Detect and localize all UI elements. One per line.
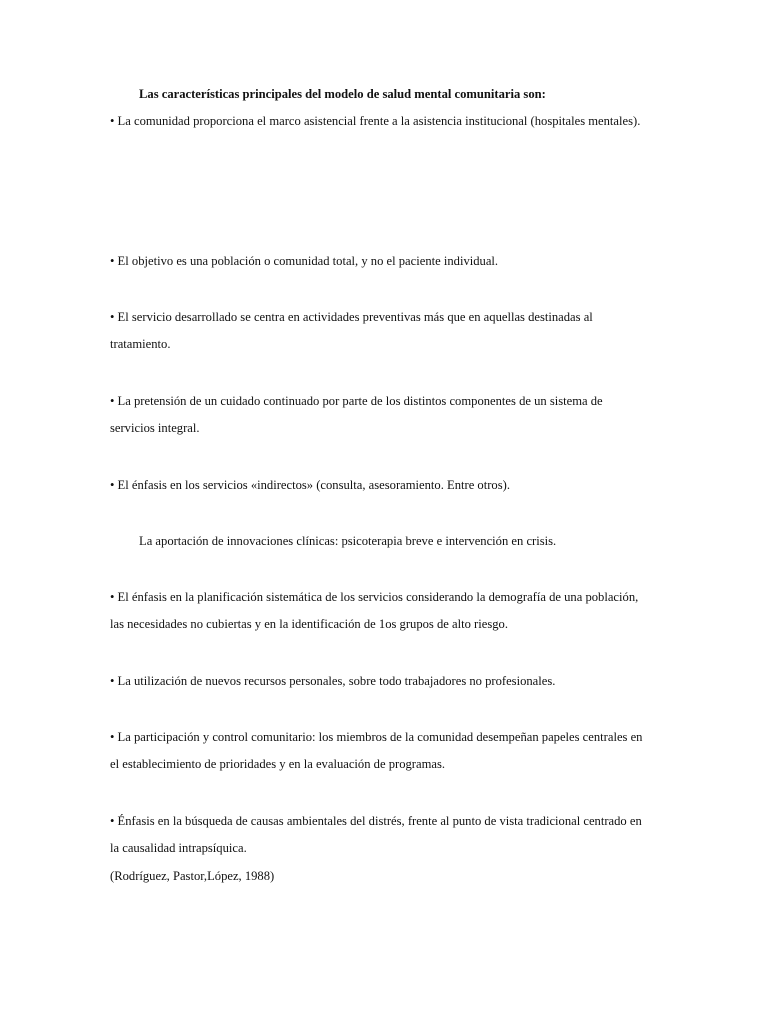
list-item-indirect-services: • El énfasis en los servicios «indirectos» (consulta, asesoramiento. Entre otros). (110, 478, 510, 492)
document-heading: Las características principales del modelo de salud mental comunitaria son: (139, 87, 546, 101)
list-item-systematic-planning: • El énfasis en la planificación sistemática de los servicios considerando la demografía de una población, (110, 590, 639, 604)
list-item-environmental-causes: • Énfasis en la búsqueda de causas ambientales del distrés, frente al punto de vista tradicional centrado en (110, 814, 642, 828)
list-item-new-resources: • La utilización de nuevos recursos personales, sobre todo trabajadores no profesionales. (110, 674, 556, 688)
list-item-continued-care-cont: servicios integral. (110, 421, 200, 435)
list-item-environmental-causes-cont: la causalidad intrapsíquica. (110, 841, 247, 855)
list-item-community-participation-cont: el establecimiento de prioridades y en la evaluación de programas. (110, 757, 446, 771)
list-item-systematic-planning-cont: las necesidades no cubiertas y en la identificación de 1os grupos de alto riesgo. (110, 617, 508, 631)
list-item-continued-care: • La pretensión de un cuidado continuado por parte de los distintos componentes de un sistema de (110, 394, 603, 408)
list-item-preventive-services: • El servicio desarrollado se centra en actividades preventivas más que en aquellas destinadas al (110, 310, 593, 324)
list-item-clinical-innovations: La aportación de innovaciones clínicas: psicoterapia breve e intervención en crisis. (139, 534, 557, 548)
list-item-population-objective: • El objetivo es una población o comunidad total, y no el paciente individual. (110, 254, 499, 268)
citation: (Rodríguez, Pastor,López, 1988) (110, 869, 275, 883)
list-item-community-participation: • La participación y control comunitario: los miembros de la comunidad desempeñan papeles centrales en (110, 730, 643, 744)
list-item-preventive-services-cont: tratamiento. (110, 337, 171, 351)
list-item-community-framework: • La comunidad proporciona el marco asistencial frente a la asistencia institucional (hospitales mentales). (110, 114, 641, 128)
